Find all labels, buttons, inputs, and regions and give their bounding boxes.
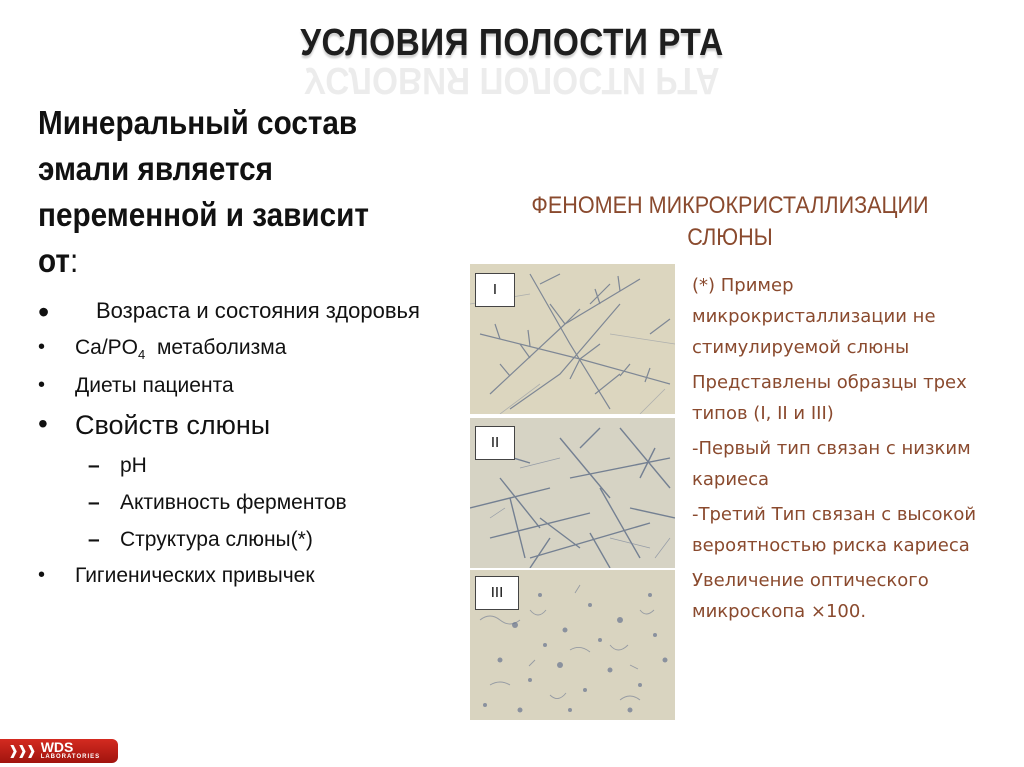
list-item: • Возраста и состояния здоровья [38,298,458,324]
description-paragraph: -Третий Тип связан с высокой вероятностью риска кариеса [692,504,977,556]
heading-line: от [38,242,70,279]
phenomenon-title-line: СЛЮНЫ [687,224,773,251]
metabolism-text: метаболизма [156,336,287,359]
sublist-item: – Активность ферментов [38,491,458,515]
description-paragraph: (*) Пример микрокристаллизации не стимулируемой слюны [692,275,936,358]
wds-logo [0,739,118,763]
sublist-item: – pH [38,454,458,478]
slide-title: УСЛОВИЯ ПОЛОСТИ РТА [300,22,724,64]
slide-title-reflection: УСЛОВИЯ ПОЛОСТИ РТА [304,59,720,101]
description-paragraph: -Первый тип связан с низким кариеса [692,438,971,490]
saliva-properties-text: Свойств слюны [75,410,271,441]
list-item: • Гигиенических привычек [38,564,458,588]
list-item [38,336,458,362]
main-heading [38,100,452,284]
phenomenon-title-line: ФЕНОМЕН МИКРОКРИСТАЛЛИЗАЦИИ [531,192,929,219]
list-item: • Диеты пациента [38,374,458,398]
heading-line: эмали является [38,150,274,187]
image-label-2: II [475,426,515,460]
heading-colon: : [69,242,79,279]
phenomenon-title [523,190,937,254]
logo-mark-icon: ❱❱❱ [8,743,35,758]
logo-subtext: LABORATORIES [40,754,101,760]
saliva-sublist [38,454,458,552]
image-label-1: I [475,273,515,307]
ca-po-text: Ca/PO [75,336,139,359]
list-item [38,410,458,552]
logo-name [41,741,100,761]
left-column [38,100,458,588]
factor-list [38,298,458,588]
ca-po-subscript: 4 [138,347,146,363]
description-paragraph: Представлены образцы трех типов (I, II и III) [692,372,967,424]
logo-text: WDS [40,739,74,755]
description-block [692,270,992,631]
heading-line: переменной и зависит [38,196,369,233]
description-paragraph: Увеличение оптического микроскопа ×100. [692,570,929,622]
heading-line-last [38,238,452,284]
sublist-item: – Структура слюны(*) [38,528,458,552]
heading-line: Минеральный состав [38,104,358,141]
image-label-3: III [475,576,519,610]
